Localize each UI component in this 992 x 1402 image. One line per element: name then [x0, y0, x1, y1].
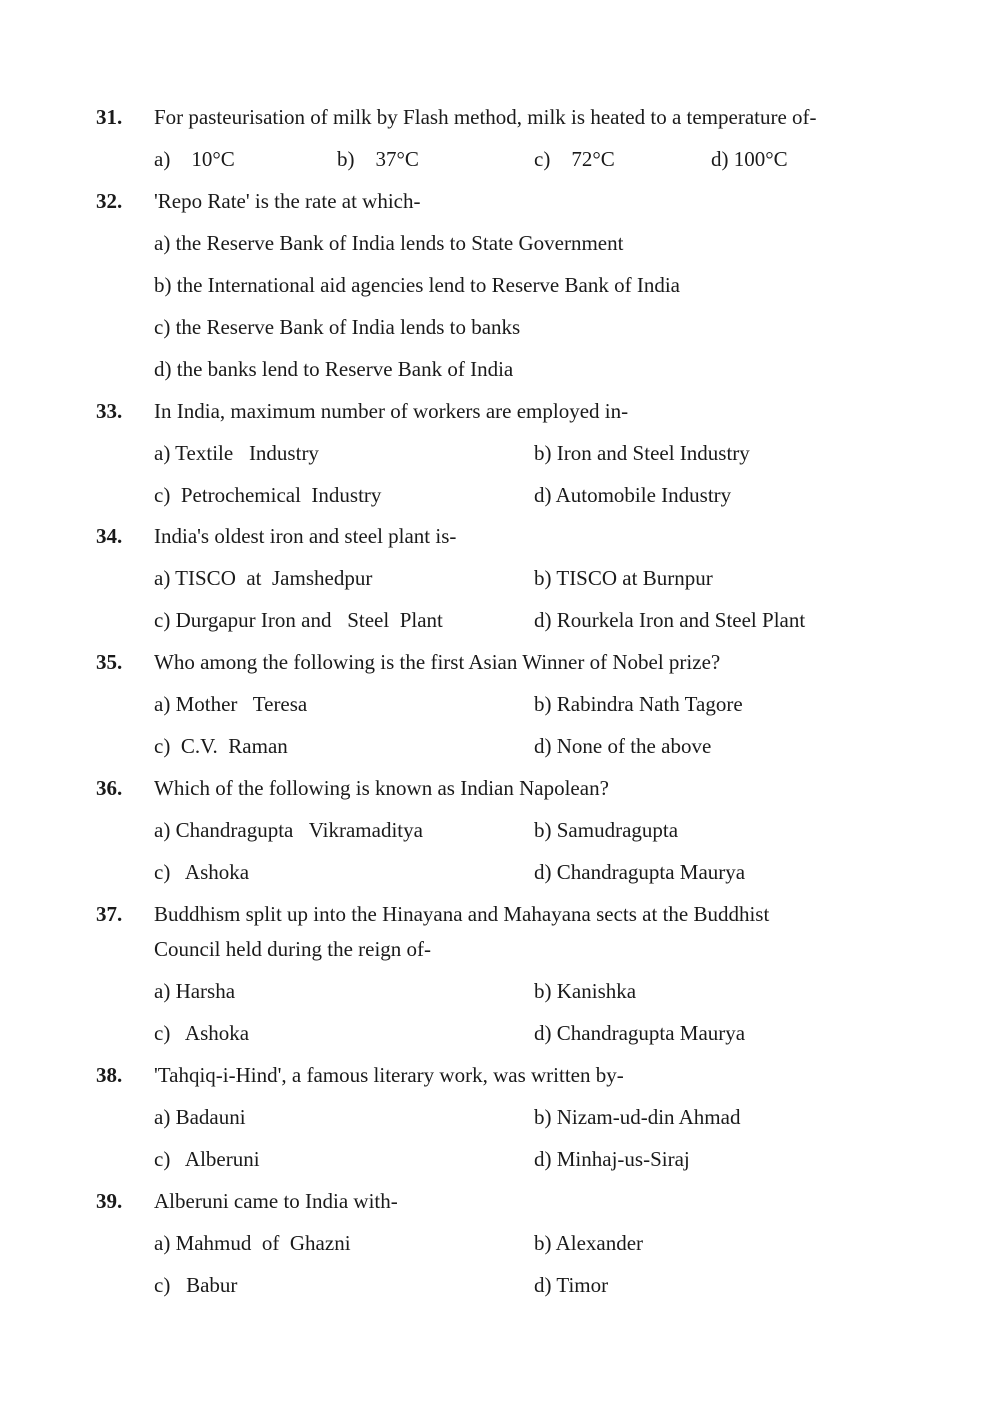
option-d: d) Minhaj-us-Siraj — [534, 1147, 690, 1171]
question-number: 38. — [96, 1063, 123, 1087]
option-a: a) Harsha — [154, 979, 236, 1003]
option-c: c) Petrochemical Industry — [154, 483, 382, 507]
option-c: c) C.V. Raman — [154, 734, 288, 758]
option-d: d) None of the above — [534, 734, 712, 758]
option-d: d) Timor — [534, 1273, 609, 1297]
option-c: c) Durgapur Iron and Steel Plant — [154, 608, 443, 632]
option-b: b) Rabindra Nath Tagore — [534, 692, 743, 716]
option-b: b) Alexander — [534, 1231, 644, 1255]
option-a: a) Mother Teresa — [154, 692, 308, 716]
question-text-line2: Council held during the reign of- — [154, 937, 432, 961]
option-b: b) Kanishka — [534, 979, 637, 1003]
option-c: c) Ashoka — [154, 1021, 250, 1045]
option-d: d) 100°C — [711, 147, 788, 171]
option-c: c) Alberuni — [154, 1147, 260, 1171]
question-text: In India, maximum number of workers are employed in- — [154, 399, 629, 423]
option-a: a) TISCO at Jamshedpur — [154, 566, 373, 590]
question-number: 33. — [96, 399, 123, 423]
option-a: a) Mahmud of Ghazni — [154, 1231, 351, 1255]
option-c: c) Babur — [154, 1273, 238, 1297]
option-a: a) 10°C — [154, 147, 235, 171]
question-text: Alberuni came to India with- — [154, 1189, 398, 1213]
question-text: 'Tahqiq-i-Hind', a famous literary work, was written by- — [154, 1063, 624, 1087]
option-d: d) the banks lend to Reserve Bank of India — [154, 357, 514, 381]
option-b: b) the International aid agencies lend to Reserve Bank of India — [154, 273, 680, 297]
option-a: a) Badauni — [154, 1105, 246, 1129]
option-c: c) 72°C — [534, 147, 615, 171]
option-b: b) 37°C — [337, 147, 419, 171]
option-c: c) Ashoka — [154, 860, 250, 884]
option-a: a) Textile Industry — [154, 441, 319, 465]
option-c: c) the Reserve Bank of India lends to banks — [154, 315, 521, 339]
question-number: 35. — [96, 650, 123, 674]
option-a: a) Chandragupta Vikramaditya — [154, 818, 423, 842]
question-text: Which of the following is known as Indian Napolean? — [154, 776, 609, 800]
question-number: 34. — [96, 524, 123, 548]
question-number: 36. — [96, 776, 123, 800]
question-text: Who among the following is the first Asian Winner of Nobel prize? — [154, 650, 721, 674]
option-b: b) TISCO at Burnpur — [534, 566, 713, 590]
question-number: 31. — [96, 105, 123, 129]
question-text: India's oldest iron and steel plant is- — [154, 524, 457, 548]
question-text: Buddhism split up into the Hinayana and Mahayana sects at the Buddhist — [154, 902, 770, 926]
option-b: b) Nizam-ud-din Ahmad — [534, 1105, 741, 1129]
question-number: 32. — [96, 189, 123, 213]
option-a: a) the Reserve Bank of India lends to State Government — [154, 231, 624, 255]
option-d: d) Chandragupta Maurya — [534, 1021, 746, 1045]
option-b: b) Iron and Steel Industry — [534, 441, 750, 465]
question-text: For pasteurisation of milk by Flash method, milk is heated to a temperature of- — [154, 105, 817, 129]
option-b: b) Samudragupta — [534, 818, 679, 842]
option-d: d) Rourkela Iron and Steel Plant — [534, 608, 806, 632]
question-number: 37. — [96, 902, 123, 926]
option-d: d) Chandragupta Maurya — [534, 860, 746, 884]
option-d: d) Automobile Industry — [534, 483, 732, 507]
question-number: 39. — [96, 1189, 123, 1213]
question-text: 'Repo Rate' is the rate at which- — [154, 189, 421, 213]
